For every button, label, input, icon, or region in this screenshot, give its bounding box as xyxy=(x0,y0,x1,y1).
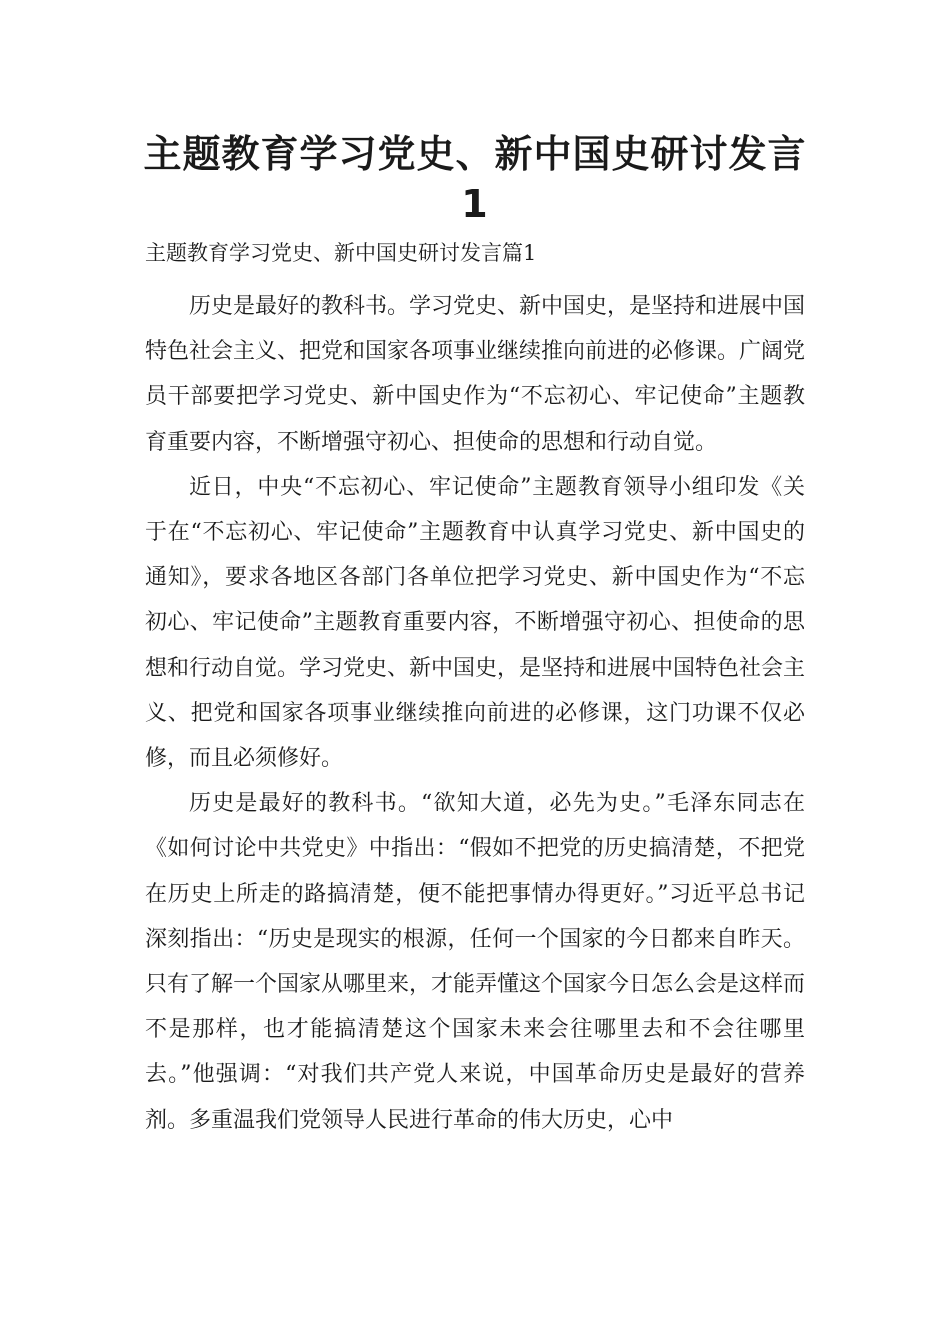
document-body xyxy=(145,284,805,1143)
body-paragraph-2: 近日，中央“不忘初心、牢记使命”主题教育领导小组印发《关于在“不忘初心、牢记使命”主题教育中认真学习党史、新中国史的通知》，要求各地区各部门各单位把学习党史、新中国史作为“不忘初心、牢记使命”主题教育重要内容，不断增强守初心、担使命的思想和行动自觉。学习党史、新中国史，是坚持和进展中国特色社会主义、把党和国家各项事业继续推向前进的必修课，这门功课不仅必修，而且必须修好。 xyxy=(145,474,806,772)
body-paragraph-3: 历史是最好的教科书。“欲知大道，必先为史。”毛泽东同志在《如何讨论中共党史》中指出：“假如不把党的历史搞清楚，不把党在历史上所走的路搞清楚，便不能把事情办得更好。”习近平总书记深刻指出：“历史是现实的根源，任何一个国家的今日都来自昨天。只有了解一个国家从哪里来，才能弄懂这个国家今日怎么会是这样而不是那样，也才能搞清楚这个国家未来会往哪里去和不会往哪里去。”他强调：“对我们共产党人来说，中国革命历史是最好的营养剂。多重温我们党领导人民进行革命的伟大历史，心中 xyxy=(145,791,806,1133)
document-title-line-2: 1 xyxy=(461,182,489,226)
document-title-line-1: 主题教育学习党史、新中国史研讨发言 xyxy=(143,132,807,176)
body-paragraph-1: 历史是最好的教科书。学习党史、新中国史，是坚持和进展中国特色社会主义、把党和国家各项事业继续推向前进的必修课。广阔党员干部要把学习党史、新中国史作为“不忘初心、牢记使命”主题教育重要内容，不断增强守初心、担使命的思想和行动自觉。 xyxy=(145,294,806,455)
document-subtitle: 主题教育学习党史、新中国史研讨发言篇1 xyxy=(145,241,537,265)
